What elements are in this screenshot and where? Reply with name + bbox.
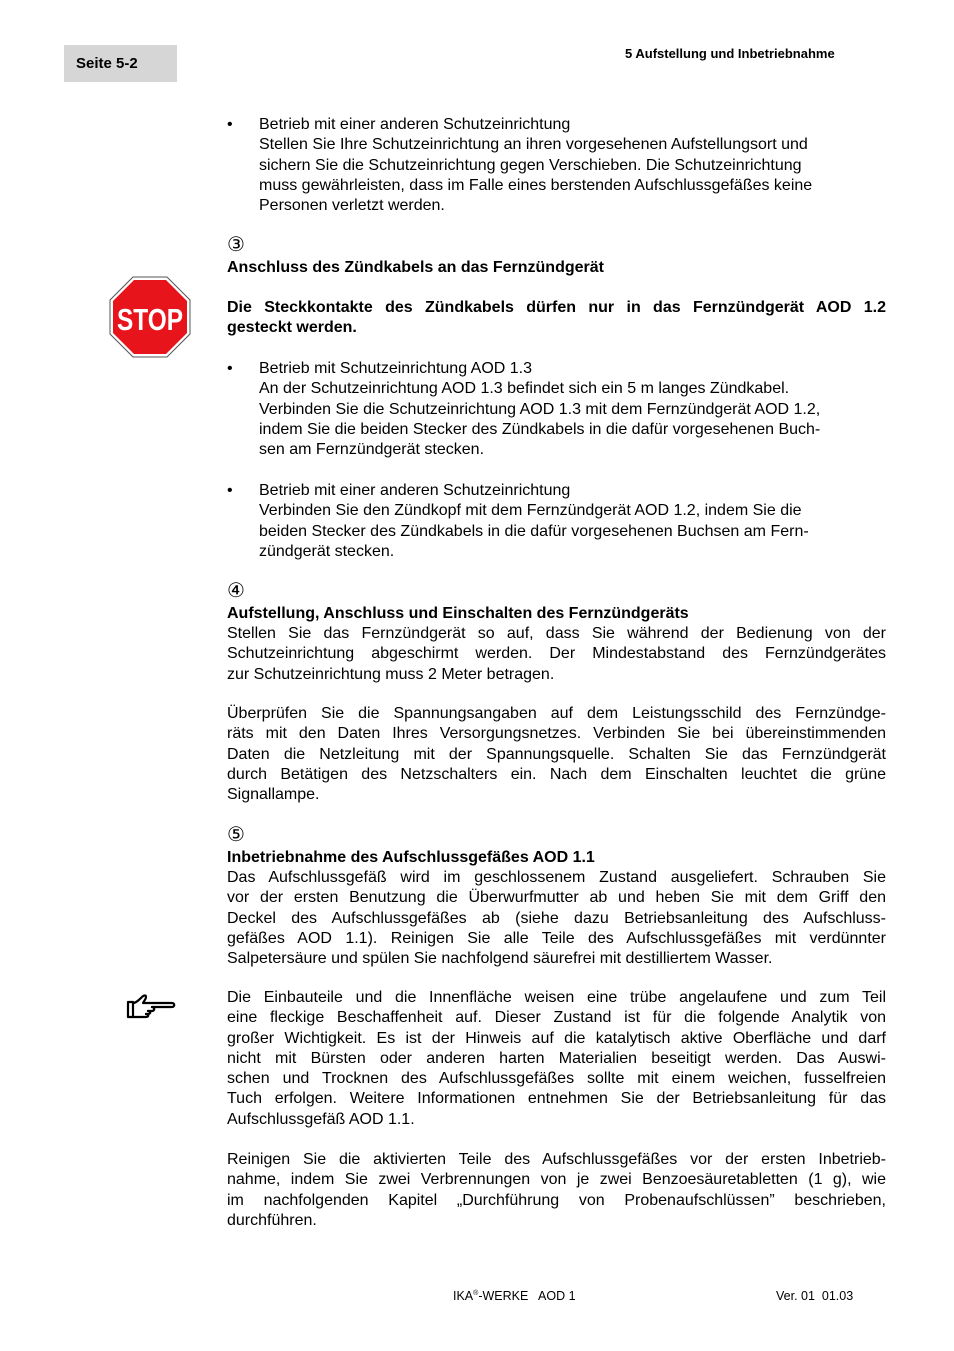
text-line: Tuch erfolgen. Weitere Informationen entnehmen Sie der Betriebsanleitung für das <box>227 1090 886 1108</box>
text-line: Aufschlussgefäß AOD 1.1. <box>227 1110 415 1128</box>
text-line: nicht mit Bürsten oder anderen harten Materialien beseitigt werden. Das Auswi- <box>227 1049 886 1067</box>
text-line: Daten die Netzleitung mit der Spannungsquelle. Schalten Sie das Fernzündgerät <box>227 745 886 763</box>
brand-model: -WERKE AOD 1 <box>478 1289 576 1303</box>
text-line: Deckel des Aufschlussgefäßes ab (siehe dazu Betriebsanleitung des Aufschluss- <box>227 909 886 927</box>
paragraph <box>227 704 886 805</box>
text-line: Stellen Sie das Fernzündgerät so auf, dass Sie während der Bedienung von der <box>227 625 886 642</box>
text-line: muss gewährleisten, dass im Falle eines berstenden Aufschlussgefäßes keine <box>259 176 813 194</box>
pointing-hand-icon <box>126 993 178 1021</box>
text-line: Verbinden Sie die Schutzeinrichtung AOD 1.3 mit dem Fernzündgerät AOD 1.2, <box>259 400 821 418</box>
text-line: beiden Stecker des Zündkabels in die dafür vorgesehenen Buchsen am Fern- <box>259 522 809 540</box>
text-line: vor der ersten Benutzung die Überwurfmutter ab und heben Sie mit dem Griff den <box>227 889 886 907</box>
step-number-5: ⑤ <box>227 824 245 846</box>
text-line: im nachfolgenden Kapitel „Durchführung von Probenaufschlüssen” beschrieben, <box>227 1191 886 1209</box>
text-line: durchführen. <box>227 1211 317 1229</box>
text-line: Stellen Sie Ihre Schutzeinrichtung an ihren vorgesehenen Aufstellungsort und <box>259 136 808 154</box>
text-line: Personen verletzt werden. <box>259 197 445 215</box>
bullet-icon: • <box>227 360 233 377</box>
text-line: eine fleckige Beschaffenheit auf. Dieser Zustand ist für die folgende Analytik von <box>227 1009 886 1027</box>
text-line: sen am Fernzündgerät stecken. <box>259 441 485 459</box>
text-line: zur Schutzeinrichtung muss 2 Meter betragen. <box>227 665 555 683</box>
text-line: An der Schutzeinrichtung AOD 1.3 befindet sich ein 5 m langes Zündkabel. <box>259 380 790 398</box>
bullet-item-other-protection-ignition <box>227 481 886 562</box>
text-line: großer Wichtigkeit. Es ist der Hinweis auf die katalytisch aktive Oberfläche und darf <box>227 1029 886 1047</box>
text-line: Verbinden Sie den Zündkopf mit dem Fernzündgerät AOD 1.2, indem Sie die <box>259 502 802 520</box>
text-line: gefäßes AOD 1.1). Reinigen Sie alle Teile des Aufschlussgefäßes mit verdünnter <box>227 929 886 947</box>
text-line: Schutzeinrichtung abgeschirmt werden. Der Mindestabstand des Fernzündgerätes <box>227 645 886 663</box>
text-line: Überprüfen Sie die Spannungsangaben auf dem Leistungsschild des Fernzündge- <box>227 705 886 722</box>
text-line: schen und Trocknen des Aufschlussgefäßes sollte mit einem weichen, fusselfreien <box>227 1070 886 1088</box>
text-line: Die Einbauteile und die Innenfläche weisen eine trübe angelaufene und zum Teil <box>227 989 886 1006</box>
bullet-title: Betrieb mit einer anderen Schutzeinrichtung <box>259 116 571 133</box>
paragraph <box>227 1150 886 1231</box>
warning-text <box>227 298 886 339</box>
section-heading: Anschluss des Zündkabels an das Fernzündgerät <box>227 259 604 276</box>
warning-line: Die Steckkontakte des Zündkabels dürfen nur in das Fernzündgerät AOD 1.2 <box>227 299 886 316</box>
bullet-icon: • <box>227 482 233 499</box>
note-paragraph <box>227 988 886 1130</box>
step-number-4: ④ <box>227 580 245 602</box>
text-line: nahme, indem Sie zwei Verbrennungen von je zwei Benzoesäuretabletten (1 g), wie <box>227 1171 886 1189</box>
text-line: zündgerät stecken. <box>259 542 395 560</box>
bullet-title: Betrieb mit einer anderen Schutzeinrichtung <box>259 482 571 499</box>
text-line: Salpetersäure und spülen Sie nachfolgend säurefrei mit destilliertem Wasser. <box>227 950 773 968</box>
text-line: Signallampe. <box>227 786 320 804</box>
chapter-title: 5 Aufstellung und Inbetriebnahme <box>625 46 835 61</box>
text-line: indem Sie die beiden Stecker des Zündkabels in die dafür vorgesehenen Buch- <box>259 420 821 438</box>
bullet-icon: • <box>227 116 233 133</box>
stop-sign-text: STOP <box>117 302 183 337</box>
bullet-item-other-protection-setup <box>227 115 886 216</box>
section-heading: Aufstellung, Anschluss und Einschalten des Fernzündgeräts <box>227 605 689 622</box>
text-line: räts mit den Daten Ihres Versorgungsnetzes. Verbinden Sie bei übereinstimmenden <box>227 725 886 743</box>
footer-brand <box>453 1289 576 1303</box>
bullet-title: Betrieb mit Schutzeinrichtung AOD 1.3 <box>259 360 533 377</box>
page-number-label: Seite 5-2 <box>64 45 177 82</box>
step-number-3: ③ <box>227 234 245 256</box>
footer-version: Ver. 01 01.03 <box>776 1289 854 1303</box>
section-heading: Inbetriebnahme des Aufschlussgefäßes AOD 1.1 <box>227 849 595 866</box>
text-line: Reinigen Sie die aktivierten Teile des Aufschlussgefäßes vor der ersten Inbetrieb- <box>227 1151 886 1168</box>
text-line: durch Betätigen des Netzschalters ein. Nach dem Einschalten leuchtet die grüne <box>227 765 886 783</box>
warning-line: gesteckt werden. <box>227 319 357 337</box>
paragraph <box>227 868 886 969</box>
bullet-item-aod13 <box>227 359 886 460</box>
registered-mark: ® <box>473 1289 479 1297</box>
text-line: sichern Sie die Schutzeinrichtung gegen Verschieben. Die Schutzeinrichtung <box>259 156 802 174</box>
brand-name: IKA <box>453 1289 474 1303</box>
text-line: Das Aufschlussgefäß wird im geschlossenem Zustand ausgeliefert. Schrauben Sie <box>227 869 886 886</box>
paragraph <box>227 624 886 685</box>
stop-sign-icon <box>109 276 191 358</box>
